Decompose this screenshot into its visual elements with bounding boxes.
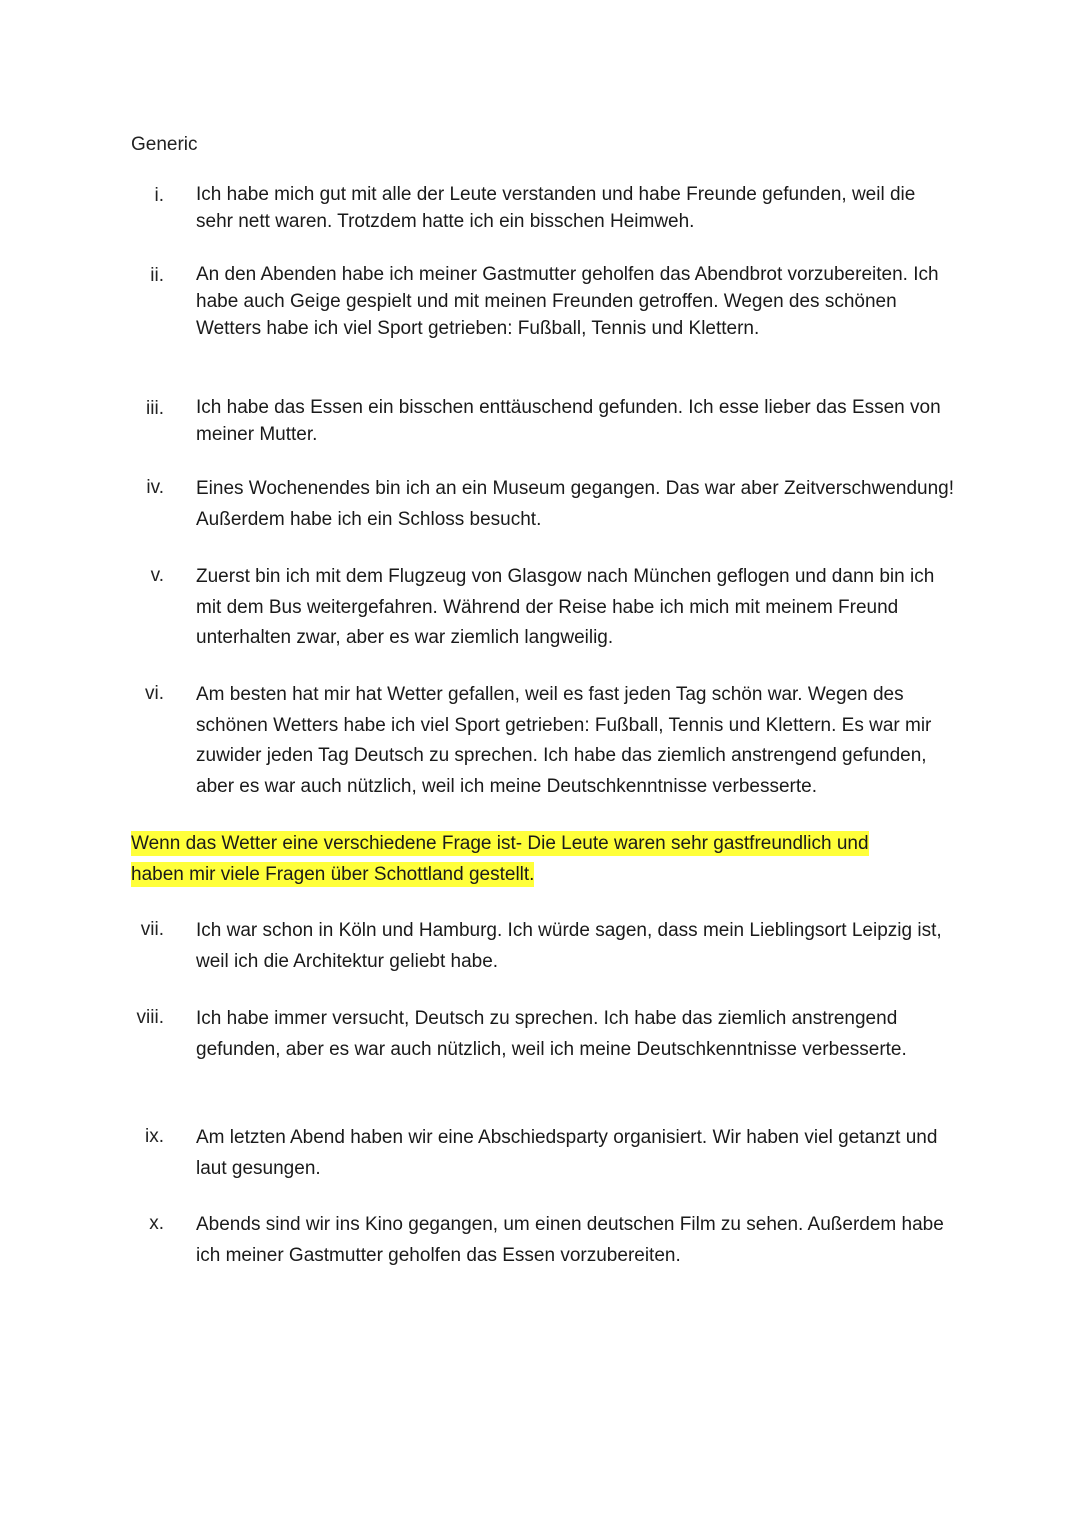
list-item-numeral: i. <box>154 185 164 206</box>
list-item-text: Ich habe das Essen ein bisschen enttäuschend gefunden. Ich esse lieber das Essen von meiner Mutter. <box>196 397 941 445</box>
list-item-text: Ich habe mich gut mit alle der Leute verstanden und habe Freunde gefunden, weil die sehr nett waren. Trotzdem hatte ich ein bisschen Heimweh. <box>196 184 916 232</box>
list-item-numeral: vii. <box>140 919 164 940</box>
list-item-text: Ich war schon in Köln und Hamburg. Ich würde sagen, dass mein Lieblingsort Leipzig ist, weil ich die Architektur geliebt habe. <box>196 920 942 972</box>
list-item-numeral: x. <box>149 1213 164 1234</box>
list-item-text: An den Abenden habe ich meiner Gastmutter geholfen das Abendbrot vorzubereiten. Ich habe auch Geige gespielt und mit meinen Freunden getroffen. Wegen des schönen Wetters habe ich viel Sport getrieben: Fußball, Tennis und Klettern. <box>196 264 939 339</box>
list-item-numeral: viii. <box>136 1007 164 1028</box>
list-item-text: Eines Wochenendes bin ich an ein Museum gegangen. Das war aber Zeitverschwendung! Außerdem habe ich ein Schloss besucht. <box>196 478 954 530</box>
document-heading: Generic <box>131 134 198 155</box>
list-item-numeral: iii. <box>146 398 164 419</box>
highlighted-note <box>131 828 931 890</box>
highlighted-note-line-2: haben mir viele Fragen über Schottland gestellt. <box>131 864 535 885</box>
list-item-text: Abends sind wir ins Kino gegangen, um einen deutschen Film zu sehen. Außerdem habe ich meiner Gastmutter geholfen das Essen vorzubereiten. <box>196 1214 944 1266</box>
list-item-numeral: vi. <box>145 683 164 704</box>
list-item-numeral: ix. <box>145 1126 164 1147</box>
list-item-text: Am letzten Abend haben wir eine Abschiedsparty organisiert. Wir haben viel getanzt und laut gesungen. <box>196 1127 938 1179</box>
list-item-numeral: ii. <box>150 265 164 286</box>
highlighted-note-line-1: Wenn das Wetter eine verschiedene Frage ist- Die Leute waren sehr gastfreundlich und <box>131 833 869 854</box>
list-item-text: Am besten hat mir hat Wetter gefallen, weil es fast jeden Tag schön war. Wegen des schönen Wetters habe ich viel Sport getrieben: Fußball, Tennis und Klettern. Es war mir zuwider jeden Tag Deutsch zu sprechen. Ich habe das ziemlich anstrengend gefunden, aber es war auch nützlich, weil ich meine Deutschkenntnisse verbesserte. <box>196 684 932 797</box>
list-item-text: Ich habe immer versucht, Deutsch zu sprechen. Ich habe das ziemlich anstrengend gefunden, aber es war auch nützlich, weil ich meine Deutschkenntnisse verbesserte. <box>196 1008 907 1060</box>
list-item-numeral: v. <box>150 565 164 586</box>
list-item-numeral: iv. <box>146 477 164 498</box>
list-item-text: Zuerst bin ich mit dem Flugzeug von Glasgow nach München geflogen und dann bin ich mit dem Bus weitergefahren. Während der Reise habe ich mich mit meinem Freund unterhalten zwar, aber es war ziemlich langweilig. <box>196 566 935 648</box>
